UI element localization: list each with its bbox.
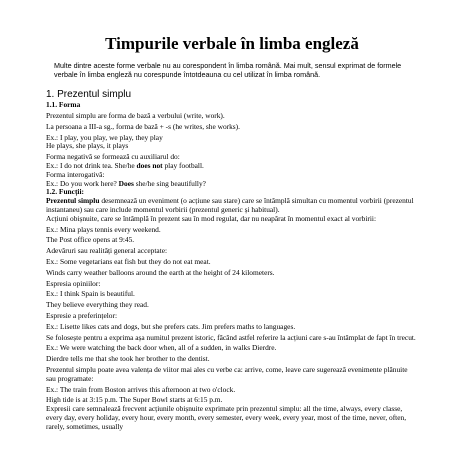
paragraph: Ex.: I think Spain is beautiful. bbox=[46, 289, 135, 299]
intro-paragraph: Multe dintre aceste forme verbale nu au corespondent în limba română. Mai mult, sensul exprimat de formele verbale în limba engleză nu corespunde întotdeauna cu cel utilizat în limba română. bbox=[54, 61, 402, 79]
paragraph: Prezentul simplu are forma de bază a verbului (write, work). bbox=[46, 110, 225, 120]
text-span: Ex.: Do you work here? bbox=[46, 178, 117, 188]
paragraph bbox=[46, 180, 418, 189]
text-span: Ex.: I do not drink tea. She/he bbox=[46, 160, 135, 170]
paragraph: Ex.: Some vegetarians eat fish but they do not eat meat. bbox=[46, 256, 211, 266]
paragraph: Ex.: Mina plays tennis every weekend. bbox=[46, 224, 161, 234]
paragraph: Adevăruri sau realități general acceptate: bbox=[46, 246, 168, 256]
text-span: she/he sing beautifully? bbox=[135, 178, 206, 188]
paragraph: They believe everything they read. bbox=[46, 300, 149, 310]
paragraph: Acțiuni obișnuite, care se întâmplă în prezent sau în mod regulat, dar nu neapărat în momentul exact al vorbirii: bbox=[46, 213, 377, 223]
bold-span: Does bbox=[118, 178, 134, 188]
paragraph: Ex.: Lisette likes cats and dogs, but she prefers cats. Jim prefers maths to languages. bbox=[46, 321, 296, 331]
section-heading: 1. Prezentul simplu bbox=[46, 89, 132, 101]
paragraph: Forma interogativă: bbox=[46, 169, 105, 179]
paragraph: High tide is at 3:15 p.m. The Super Bowl starts at 6:15 p.m. bbox=[46, 395, 223, 405]
paragraph: The Post office opens at 9:45. bbox=[46, 235, 135, 245]
subsection-heading: 1.2. Funcții: bbox=[46, 187, 84, 197]
bold-span: Prezentul simplu bbox=[46, 196, 100, 206]
paragraph: Espresia opiniilor: bbox=[46, 278, 101, 288]
bold-span: does not bbox=[136, 160, 163, 170]
text-span: play football. bbox=[164, 160, 204, 170]
paragraph bbox=[46, 197, 418, 215]
paragraph: Dierdre tells me that she took her brother to the dentist. bbox=[46, 354, 210, 364]
paragraph: La persoana a III-a sg., forma de bază + -s (he writes, she works). bbox=[46, 121, 240, 131]
paragraph: Ex.: We were watching the back door when, all of a sudden, in walks Dierdre. bbox=[46, 343, 277, 353]
paragraph: Ex.: The train from Boston arrives this afternoon at two o'clock. bbox=[46, 384, 236, 394]
paragraph: He plays, she plays, it plays bbox=[46, 141, 129, 151]
paragraph: Ex.: I play, you play, we play, they play bbox=[46, 132, 163, 142]
document-title: Timpurile verbale în limba engleză bbox=[105, 34, 359, 53]
paragraph: Forma negativă se formează cu auxiliarul do: bbox=[46, 152, 180, 162]
text-span: desemnează un eveniment (o acțiune sau stare) care se întâmplă simultan cu momentul vorbirii (prezentul instantaneu) sau care include momentul vorbirii (prezentul generic și habitual). bbox=[46, 196, 414, 214]
paragraph: Winds carry weather balloons around the earth at the height of 24 kilometers. bbox=[46, 267, 275, 277]
paragraph: Espresie a preferințelor: bbox=[46, 310, 117, 320]
subsection-heading: 1.1. Forma bbox=[46, 100, 81, 110]
paragraph: Se folosește pentru a exprima așa numitul prezent istoric, făcând astfel referire la acțiuni care s-au întâmplat de fapt în trecut. bbox=[46, 332, 416, 342]
paragraph: Prezentul simplu poate avea valența de viitor mai ales cu verbe ca: arrive, come, leave care sugerează evenimente plănuite sau programate: bbox=[46, 364, 408, 383]
paragraph: Expresii care semnalează frecvent acțiunile obișnuite exprimate prin prezentul simplu: all the time, always, every classe, every day, every holiday, every hour, every month, every semester, every week, every year, most of the time, never, often, rarely, sometimes, usually bbox=[46, 404, 407, 431]
